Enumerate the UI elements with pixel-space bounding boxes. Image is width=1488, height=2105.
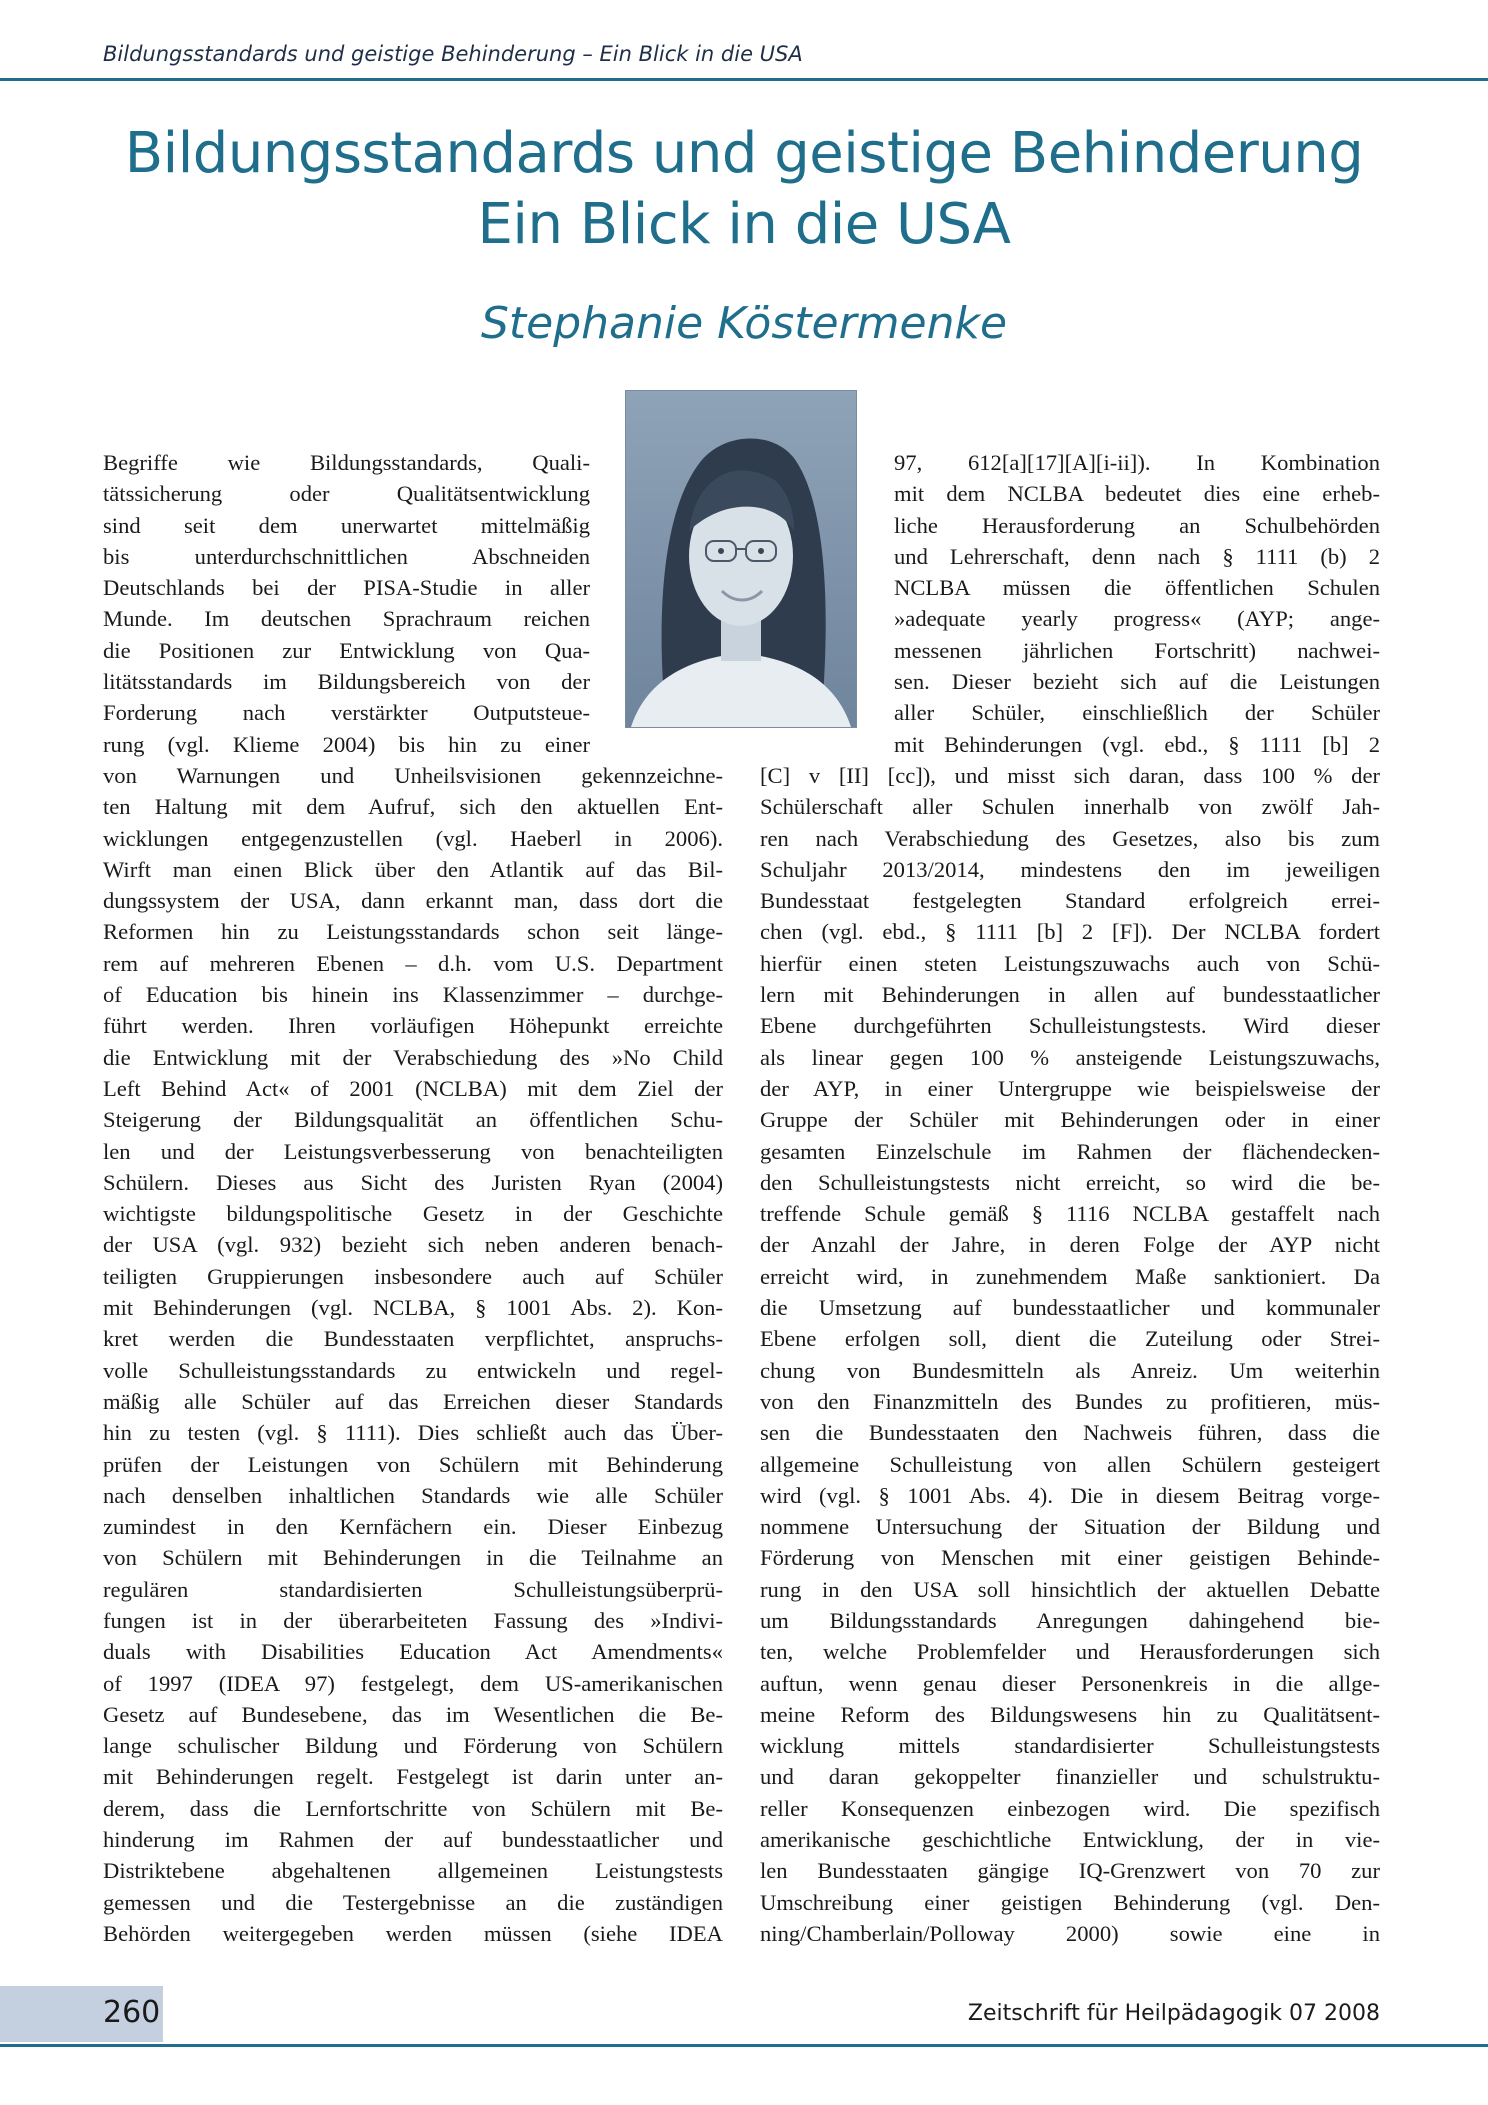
text-line: fungen ist in der überarbeiteten Fassung des »Indivi- [103, 1607, 723, 1633]
text-line: sen die Bundesstaaten den Nachweis führen, dass die [760, 1420, 1380, 1446]
text-line: kret werden die Bundesstaaten verpflichtet, anspruchs- [103, 1326, 723, 1352]
text-line: chung von Bundesmitteln als Anreiz. Um weiterhin [760, 1357, 1380, 1383]
text-line: dungssystem der USA, dann erkannt man, dass dort die [103, 888, 723, 914]
text-line: Reformen hin zu Leistungsstandards schon seit länge- [103, 919, 723, 945]
text-line: prüfen der Leistungen von Schülern mit Behinderung [103, 1451, 723, 1477]
text-line: nach denselben inhaltlichen Standards wie alle Schüler [103, 1482, 723, 1508]
text-line: mit Behinderungen (vgl. NCLBA, § 1001 Abs. 2). Kon- [103, 1295, 723, 1321]
text-line: führt werden. Ihren vorläufigen Höhepunkt erreichte [103, 1013, 723, 1039]
text-line: Munde. Im deutschen Sprachraum reichen [103, 606, 590, 632]
text-line: ten Haltung mit dem Aufruf, sich den aktuellen Ent- [103, 794, 723, 820]
text-line: tätssicherung oder Qualitätsentwicklung [103, 481, 590, 507]
text-line: regulären standardisierten Schulleistungsüberprü- [103, 1576, 723, 1602]
text-line: Gruppe der Schüler mit Behinderungen oder in einer [760, 1107, 1380, 1133]
text-line: ren nach Verabschiedung des Gesetzes, also bis zum [760, 825, 1380, 851]
text-line: Left Behind Act« of 2001 (NCLBA) mit dem Ziel der [103, 1075, 723, 1101]
journal-reference: Zeitschrift für Heilpädagogik 07 2008 [967, 2001, 1380, 2026]
text-line: Ebene durchgeführten Schulleistungstests. Wird dieser [760, 1013, 1380, 1039]
text-line: Schuljahr 2013/2014, mindestens den im jeweiligen [760, 856, 1380, 882]
text-line: den Schulleistungstests nicht erreicht, so wird die be- [760, 1169, 1380, 1195]
title-line-1: Bildungsstandards und geistige Behinderung [124, 121, 1364, 186]
text-line: Behörden weitergegeben werden müssen (siehe IDEA [103, 1920, 723, 1946]
text-line: [C] v [II] [cc]), und misst sich daran, dass 100 % der [760, 762, 1380, 788]
text-line: von Schülern mit Behinderungen in die Teilnahme an [103, 1545, 723, 1571]
running-head: Bildungsstandards und geistige Behinderung – Ein Blick in die USA [103, 42, 803, 66]
text-line: aller Schüler, einschließlich der Schüler [894, 700, 1380, 726]
text-line: sen. Dieser bezieht sich auf die Leistungen [894, 669, 1380, 695]
text-line: der USA (vgl. 932) bezieht sich neben anderen benach- [103, 1232, 723, 1258]
text-line: Förderung von Menschen mit einer geistigen Behinde- [760, 1545, 1380, 1571]
text-line: hin zu testen (vgl. § 1111). Dies schließt auch das Über- [103, 1420, 723, 1446]
text-line: als linear gegen 100 % ansteigende Leistungszuwachs, [760, 1044, 1380, 1070]
article-title [0, 118, 1488, 260]
text-line: lange schulischer Bildung und Förderung von Schülern [103, 1733, 723, 1759]
text-line: of Education bis hinein ins Klassenzimmer – durchge- [103, 982, 723, 1008]
text-line: bis unterdurchschnittlichen Abschneiden [103, 543, 590, 569]
text-line: wichtigste bildungspolitische Gesetz in der Geschichte [103, 1201, 723, 1227]
text-line: die Entwicklung mit der Verabschiedung des »No Child [103, 1044, 723, 1070]
text-line: chen (vgl. ebd., § 1111 [b] 2 [F]). Der NCLBA fordert [760, 919, 1380, 945]
text-line: rem auf mehreren Ebenen – d.h. vom U.S. Department [103, 950, 723, 976]
text-line: Distriktebene abgehaltenen allgemeinen Leistungstests [103, 1858, 723, 1884]
text-line: duals with Disabilities Education Act Amendments« [103, 1639, 723, 1665]
text-line: und Lehrerschaft, denn nach § 1111 (b) 2 [894, 543, 1380, 569]
text-line: ten, welche Problemfelder und Herausforderungen sich [760, 1639, 1380, 1665]
title-line-2: Ein Blick in die USA [477, 192, 1011, 257]
text-line: liche Herausforderung an Schulbehörden [894, 512, 1380, 538]
author-name: Stephanie Köstermenke [480, 298, 1008, 349]
text-line: gemessen und die Testergebnisse an die zuständigen [103, 1889, 723, 1915]
text-line: sind seit dem unerwartet mittelmäßig [103, 512, 590, 538]
text-line: wird (vgl. § 1001 Abs. 4). Die in diesem Beitrag vorge- [760, 1482, 1380, 1508]
text-line: von den Finanzmitteln des Bundes zu profitieren, müs- [760, 1388, 1380, 1414]
text-line: um Bildungsstandards Anregungen dahingehend bie- [760, 1607, 1380, 1633]
text-line: Forderung nach verstärkter Outputsteue- [103, 700, 590, 726]
text-line: 97, 612[a][17][A][i-ii]). In Kombination [894, 450, 1380, 475]
text-line: hierfür einen steten Leistungszuwachs auch von Schü- [760, 950, 1380, 976]
text-line: zumindest in den Kernfächern ein. Dieser Einbezug [103, 1514, 723, 1540]
text-line: ning/Chamberlain/Polloway 2000) sowie eine in [760, 1920, 1380, 1946]
text-line: wicklung mittels standardisierter Schulleistungstests [760, 1733, 1380, 1759]
text-line: von Warnungen und Unheilsvisionen gekennzeichne- [103, 762, 723, 788]
text-line: lern mit Behinderungen in allen auf bundesstaatlicher [760, 982, 1380, 1008]
text-line: hinderung im Rahmen der auf bundesstaatlicher und [103, 1827, 723, 1853]
text-line: die Positionen zur Entwicklung von Qua- [103, 637, 590, 663]
text-line: mit dem NCLBA bedeutet dies eine erheb- [894, 481, 1380, 507]
footer-rule [0, 2044, 1488, 2047]
text-line: mit Behinderungen regelt. Festgelegt ist darin unter an- [103, 1764, 723, 1790]
text-line: allgemeine Schulleistung von allen Schülern gesteigert [760, 1451, 1380, 1477]
text-line: rung (vgl. Klieme 2004) bis hin zu einer [103, 731, 590, 757]
text-line: len Bundesstaaten gängige IQ-Grenzwert von 70 zur [760, 1858, 1380, 1884]
text-line: Wirft man einen Blick über den Atlantik auf das Bil- [103, 856, 723, 882]
page-number: 260 [103, 1995, 161, 2030]
text-line: litätsstandards im Bildungsbereich von der [103, 669, 590, 695]
text-line: wicklungen entgegenzustellen (vgl. Haeberl in 2006). [103, 825, 723, 851]
text-line: NCLBA müssen die öffentlichen Schulen [894, 575, 1380, 601]
text-line: derem, dass die Lernfortschritte von Schülern mit Be- [103, 1795, 723, 1821]
text-line: mäßig alle Schüler auf das Erreichen dieser Standards [103, 1388, 723, 1414]
text-line: volle Schulleistungsstandards zu entwickeln und regel- [103, 1357, 723, 1383]
text-line: Deutschlands bei der PISA-Studie in aller [103, 575, 590, 601]
text-line: reller Konsequenzen einbezogen wird. Die spezifisch [760, 1795, 1380, 1821]
header-rule [0, 78, 1488, 81]
text-line: Bundesstaat festgelegten Standard erfolgreich errei- [760, 888, 1380, 914]
text-line: erreicht wird, in zunehmendem Maße sanktioniert. Da [760, 1263, 1380, 1289]
text-line: len und der Leistungsverbesserung von benachteiligten [103, 1138, 723, 1164]
text-line: der Anzahl der Jahre, in deren Folge der AYP nicht [760, 1232, 1380, 1258]
text-line: meine Reform des Bildungswesens hin zu Qualitätsent- [760, 1701, 1380, 1727]
text-line: Ebene erfolgen soll, dient die Zuteilung oder Strei- [760, 1326, 1380, 1352]
text-line: mit Behinderungen (vgl. ebd., § 1111 [b] 2 [894, 731, 1380, 757]
text-line: auftun, wenn genau dieser Personenkreis in die allge- [760, 1670, 1380, 1696]
text-line: messenen jährlichen Fortschritt) nachwei- [894, 637, 1380, 663]
text-line: Schülern. Dieses aus Sicht des Juristen Ryan (2004) [103, 1169, 723, 1195]
text-line: Steigerung der Bildungsqualität an öffentlichen Schu- [103, 1107, 723, 1133]
text-line: Gesetz auf Bundesebene, das im Wesentlichen die Be- [103, 1701, 723, 1727]
text-line: der AYP, in einer Untergruppe wie beispielsweise der [760, 1075, 1380, 1101]
text-column-left [103, 447, 723, 1949]
text-line: und daran gekoppelter finanzieller und schulstruktu- [760, 1764, 1380, 1790]
text-line: amerikanische geschichtliche Entwicklung, der in vie- [760, 1827, 1380, 1853]
text-column-right [760, 447, 1380, 1949]
text-line: treffende Schule gemäß § 1116 NCLBA gestaffelt nach [760, 1201, 1380, 1227]
text-line: nommene Untersuchung der Situation der Bildung und [760, 1514, 1380, 1540]
text-line: teiligten Gruppierungen insbesondere auch auf Schüler [103, 1263, 723, 1289]
text-line: Begriffe wie Bildungsstandards, Quali- [103, 450, 590, 475]
text-line: die Umsetzung auf bundesstaatlicher und kommunaler [760, 1295, 1380, 1321]
text-line: gesamten Einzelschule im Rahmen der flächendecken- [760, 1138, 1380, 1164]
text-line: »adequate yearly progress« (AYP; ange- [894, 606, 1380, 632]
text-line: Schülerschaft aller Schulen innerhalb von zwölf Jah- [760, 794, 1380, 820]
text-line: Umschreibung einer geistigen Behinderung (vgl. Den- [760, 1889, 1380, 1915]
text-line: rung in den USA soll hinsichtlich der aktuellen Debatte [760, 1576, 1380, 1602]
text-line: of 1997 (IDEA 97) festgelegt, dem US-amerikanischen [103, 1670, 723, 1696]
